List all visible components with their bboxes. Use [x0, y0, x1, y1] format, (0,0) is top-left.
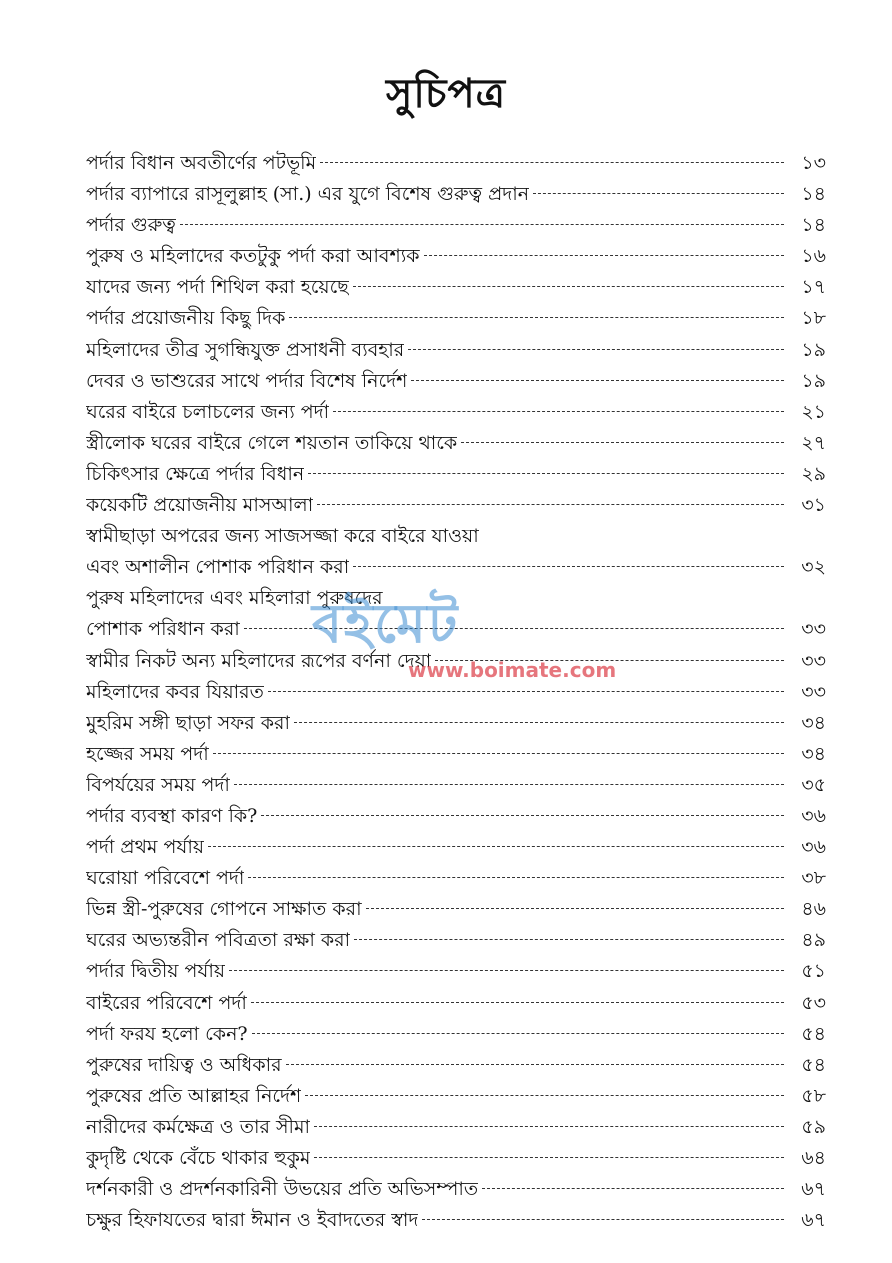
toc-entry-title: হজ্জের সময় পর্দা: [86, 742, 209, 765]
toc-entry-page: ১৬: [801, 245, 826, 268]
toc-entry: [86, 770, 826, 801]
toc-entry: [86, 1174, 826, 1205]
toc-entry-title: দর্শনকারী ও প্রদর্শনকারিনী উভয়ের প্রতি অভিসম্পাত: [86, 1178, 479, 1201]
toc-entry-page: ৩১: [801, 494, 826, 517]
toc-entry-title: স্বামীছাড়া অপরের জন্য সাজসজ্জা করে বাইরে যাওয়া: [86, 525, 479, 548]
dotted-leader: [251, 1002, 784, 1003]
dotted-leader: [180, 224, 784, 225]
toc-entry: [86, 1205, 826, 1236]
toc-entry-page: ২৯: [801, 462, 826, 485]
toc-entry-page: ৫৯: [801, 1115, 826, 1138]
dotted-leader: [294, 722, 784, 723]
toc-entry-page: ৩৩: [801, 680, 826, 703]
dotted-leader: [314, 1126, 784, 1127]
watermark: [312, 582, 617, 692]
toc-entry-title: চিকিৎসার ক্ষেত্রে পর্দার বিধান: [86, 462, 305, 485]
dotted-leader: [333, 411, 784, 412]
dotted-leader: [482, 1188, 784, 1189]
watermark-logo: বইমেট: [312, 592, 460, 655]
toc-entry-page: ১৮: [801, 307, 826, 330]
toc-entry: [86, 863, 826, 894]
toc-entry: [86, 552, 826, 583]
toc-entry: [86, 521, 826, 552]
toc-entry-page: ৩৫: [801, 773, 826, 796]
toc-entry: [86, 335, 826, 366]
toc-entry: [86, 1019, 826, 1050]
toc-entry-page: ৬৭: [801, 1209, 826, 1232]
dotted-leader: [305, 1095, 784, 1096]
toc-entry: [86, 459, 826, 490]
toc-entry-title: দেবর ও ভাশুরের সাথে পর্দার বিশেষ নির্দেশ: [86, 369, 408, 392]
toc-entry-title: কয়েকটি প্রয়োজনীয় মাসআলা: [86, 494, 314, 517]
toc-entry-title: মহিলাদের কবর যিয়ারত: [86, 680, 264, 703]
dotted-leader: [261, 815, 784, 816]
toc-entry-title: পোশাক পরিধান করা: [86, 618, 240, 641]
toc-entry-page: ১৯: [801, 338, 826, 361]
toc-entry-title: ঘরোয়া পরিবেশে পর্দা: [86, 867, 245, 890]
toc-entry: [86, 210, 826, 241]
dotted-leader: [286, 1064, 784, 1065]
toc-entry: [86, 988, 826, 1019]
toc-entry-title: পর্দার ব্যবস্থা কারণ কি?: [86, 804, 258, 827]
toc-entry-title: ভিন্ন স্ত্রী-পুরুষের গোপনে সাক্ষাত করা: [86, 898, 362, 921]
toc-entry: [86, 956, 826, 987]
dotted-leader: [248, 877, 784, 878]
toc-entry-title: এবং অশালীন পোশাক পরিধান করা: [86, 556, 350, 579]
dotted-leader: [354, 939, 784, 940]
toc-entry: [86, 1050, 826, 1081]
toc-entry: [86, 179, 826, 210]
toc-entry-title: বিপর্যয়ের সময় পর্দা: [86, 773, 230, 796]
toc-entry-page: ৬৪: [801, 1147, 826, 1169]
toc-entry-title: পুরুষের প্রতি আল্লাহর নির্দেশ: [86, 1084, 302, 1107]
toc-entry-page: ৪৯: [801, 929, 826, 952]
toc-entry-page: ৩৬: [801, 804, 826, 827]
toc-entry: [86, 148, 826, 179]
toc-entry-page: ১৯: [801, 369, 826, 392]
watermark-url: www.boimate.com: [408, 658, 617, 682]
toc-entry-page: ৫৩: [801, 991, 826, 1014]
toc-entry-title: পুরুষ ও মহিলাদের কতটুকু পর্দা করা আবশ্যক: [86, 245, 420, 268]
dotted-leader: [353, 286, 784, 287]
toc-entry-title: পর্দা ফরয হলো কেন?: [86, 1022, 248, 1045]
toc-entry-page: ১৭: [801, 276, 826, 299]
toc-entry-page: ১৪: [801, 214, 826, 237]
toc-entry-title: পুরুষ মহিলাদের এবং মহিলারা পুরুষদের: [86, 587, 383, 610]
toc-entry-page: ৩৩: [801, 618, 826, 641]
dotted-leader: [461, 442, 784, 443]
toc-entry-title: মহিলাদের তীব্র সুগন্ধিযুক্ত প্রসাধনী ব্যবহার: [86, 338, 405, 361]
toc-entry-page: ৫৪: [801, 1053, 826, 1076]
toc-entry-page: ৩৮: [801, 867, 826, 890]
toc-entry: [86, 894, 826, 925]
toc-entry: [86, 832, 826, 863]
toc-entry-title: মুহরিম সঙ্গী ছাড়া সফর করা: [86, 711, 290, 734]
toc-entry-page: ৫৪: [801, 1022, 826, 1045]
toc-entry-title: পর্দার প্রয়োজনীয় কিছু দিক: [86, 307, 286, 330]
toc-entry-title: ঘরের অভ্যন্তরীন পবিত্রতা রক্ষা করা: [86, 929, 351, 952]
toc-entry-title: কুদৃষ্টি থেকে বেঁচে থাকার হুকুম: [86, 1147, 311, 1169]
toc-entry-page: ৩৩: [801, 649, 826, 672]
toc-entry: [86, 801, 826, 832]
dotted-leader: [208, 846, 784, 847]
toc-entry-page: ২৭: [801, 431, 826, 454]
toc-entry: [86, 241, 826, 272]
toc-entry-page: ৪৬: [801, 898, 826, 921]
dotted-leader: [213, 753, 784, 754]
toc-entry-title: নারীদের কর্মক্ষেত্র ও তার সীমা: [86, 1115, 311, 1138]
toc-entry: [86, 366, 826, 397]
toc-entry-title: পর্দার দ্বিতীয় পর্যায়: [86, 960, 226, 983]
dotted-leader: [422, 1219, 784, 1220]
toc-entry: [86, 739, 826, 770]
toc-entry-page: ৩৬: [801, 836, 826, 859]
dotted-leader: [314, 1157, 784, 1158]
dotted-leader: [317, 504, 784, 505]
toc-entry-title: স্ত্রীলোক ঘরের বাইরে গেলে শয়তান তাকিয়ে থাকে: [86, 431, 458, 454]
toc-entry-title: চক্ষুর হিফাযতের দ্বারা ঈমান ও ইবাদতের স্বাদ: [86, 1209, 419, 1232]
toc-entry-page: ৩৪: [801, 742, 826, 765]
toc-entry: [86, 1112, 826, 1143]
toc-entry-page: ৩৪: [801, 711, 826, 734]
toc-entry-title: স্বামীর নিকট অন্য মহিলাদের রূপের বর্ণনা দেয়া: [86, 649, 432, 672]
toc-entry: [86, 272, 826, 303]
dotted-leader: [366, 908, 784, 909]
toc-entry: [86, 428, 826, 459]
table-of-contents: [86, 148, 826, 1236]
dotted-leader: [234, 784, 784, 785]
toc-entry-title: ঘরের বাইরে চলাচলের জন্য পর্দা: [86, 400, 330, 423]
toc-entry-title: পর্দার বিধান অবতীর্ণের পটভূমি: [86, 152, 317, 174]
dotted-leader: [533, 193, 784, 194]
toc-entry: [86, 490, 826, 521]
dotted-leader: [408, 349, 784, 350]
toc-entry-title: পর্দার ব্যাপারে রাসূলুল্লাহ (সা.) এর যুগে বিশেষ গুরুত্ব প্রদান: [86, 183, 530, 206]
dotted-leader: [229, 970, 784, 971]
toc-entry-page: ৬৭: [801, 1178, 826, 1201]
toc-entry-title: পর্দা প্রথম পর্যায়: [86, 836, 205, 859]
toc-entry-page: ৫৮: [801, 1084, 826, 1107]
toc-entry-title: পর্দার গুরুত্ব: [86, 214, 176, 237]
dotted-leader: [320, 162, 784, 163]
dotted-leader: [308, 473, 784, 474]
toc-entry-page: ৩২: [801, 556, 826, 579]
toc-entry: [86, 1143, 826, 1174]
toc-entry-page: ৫১: [801, 960, 826, 983]
toc-entry-title: বাইরের পরিবেশে পর্দা: [86, 991, 247, 1014]
dotted-leader: [411, 380, 784, 381]
toc-entry-page: ২১: [801, 400, 826, 423]
toc-entry: [86, 397, 826, 428]
dotted-leader: [424, 255, 785, 256]
toc-entry-page: ১৩: [801, 152, 826, 174]
toc-entry-page: ১৪: [801, 183, 826, 206]
toc-entry-title: পুরুষের দায়িত্ব ও অধিকার: [86, 1053, 282, 1076]
page-title: সুচিপত্র: [386, 70, 506, 117]
toc-entry: [86, 303, 826, 334]
toc-entry: [86, 708, 826, 739]
toc-entry: [86, 925, 826, 956]
dotted-leader: [289, 317, 784, 318]
toc-entry: [86, 1081, 826, 1112]
dotted-leader: [252, 1033, 784, 1034]
toc-entry-title: যাদের জন্য পর্দা শিথিল করা হয়েছে: [86, 276, 349, 299]
dotted-leader: [353, 566, 784, 567]
